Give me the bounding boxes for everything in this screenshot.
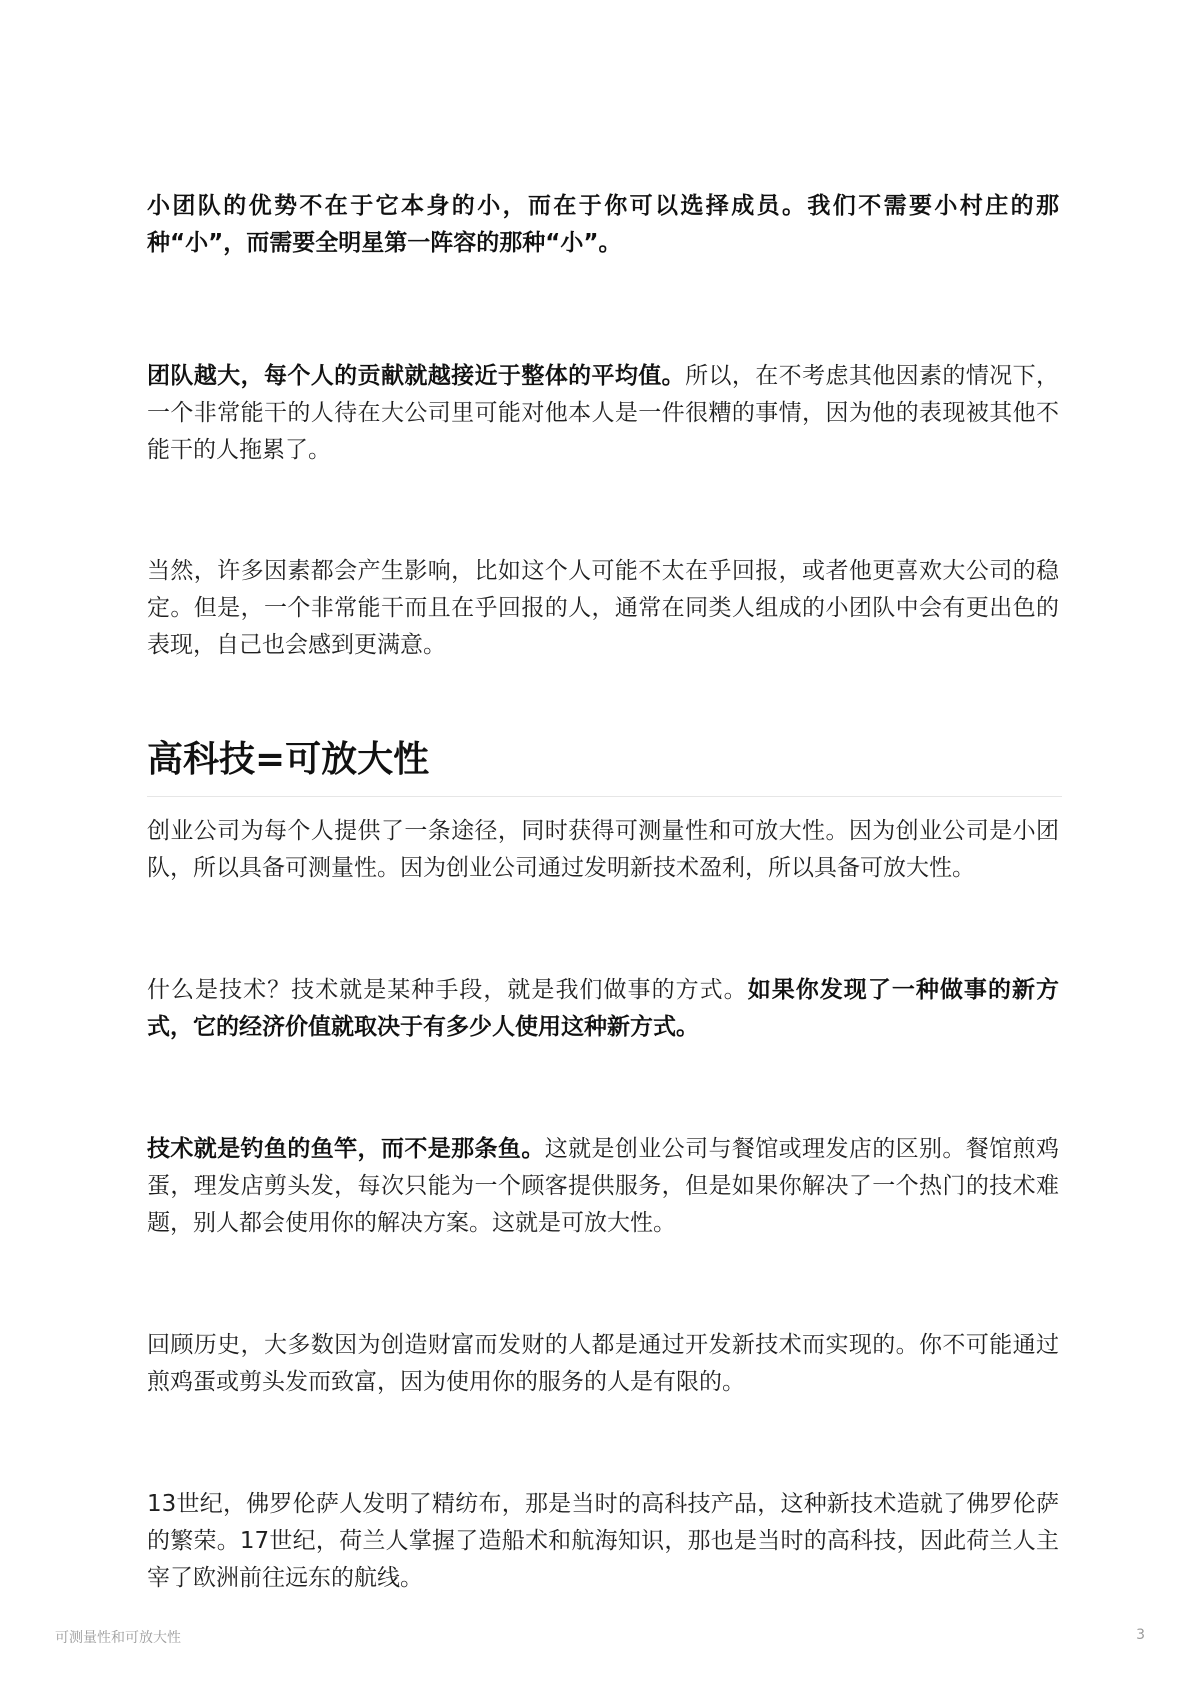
paragraph-history-wealth: 回顾历史，大多数因为创造财富而发财的人都是通过开发新技术而实现的。你不可能通过煎鸡蛋或剪头发而致富，因为使用你的服务的人是有限的。 [147, 1332, 1059, 1395]
body-text: 所以，在不考虑其他因素的情况下，一个非常能干的人待在大公司里可能对他本人是一件很糟的事情，因为他的表现被其他不能干的人拖累了。 [147, 363, 1060, 463]
paragraph-what-is-technology [147, 972, 1059, 1046]
document-body [147, 188, 1059, 1597]
body-text: 什么是技术？技术就是某种手段，就是我们做事的方式。 [147, 977, 748, 1003]
paragraph-florence-netherlands: 13世纪，佛罗伦萨人发明了精纺布，那是当时的高科技产品，这种新技术造就了佛罗伦萨的繁荣。17世纪，荷兰人掌握了造船术和航海知识，那也是当时的高科技，因此荷兰人主宰了欧洲前往远东的航线。 [147, 1491, 1059, 1591]
bold-text: 小团队的优势不在于它本身的小，而在于你可以选择成员。我们不需要小村庄的那种“小”，而需要全明星第一阵容的那种“小”。 [147, 193, 1059, 256]
paragraph-team-size-average [147, 358, 1059, 469]
section-heading: 高科技=可放大性 [147, 739, 430, 780]
body-text: 当然，许多因素都会产生影响，比如这个人可能不太在乎回报，或者他更喜欢大公司的稳定。但是，一个非常能干而且在乎回报的人，通常在同类人组成的小团队中会有更出色的表现，自己也会感到更满意。 [147, 558, 1059, 658]
body-text: 这就是创业公司与餐馆或理发店的区别。餐馆煎鸡蛋，理发店剪头发，每次只能为一个顾客提供服务，但是如果你解决了一个热门的技术难题，别人都会使用你的解决方案。这就是可放大性。 [147, 1136, 1060, 1236]
paragraph-fishing-rod [147, 1131, 1059, 1242]
bold-text: 如果你发现了一种做事的新方式，它的经济价值就取决于有多少人使用这种新方式。 [147, 977, 1060, 1040]
bold-text: 团队越大，每个人的贡献就越接近于整体的平均值。 [147, 363, 686, 389]
paragraph-other-factors [147, 553, 1059, 664]
footer-title: 可测量性和可放大性 [55, 1630, 181, 1646]
bold-text: 技术就是钓鱼的鱼竿，而不是那条鱼。 [147, 1136, 545, 1162]
page-number: 3 [1136, 1627, 1145, 1643]
paragraph-small-team-advantage [147, 188, 1059, 262]
section-divider [147, 796, 1062, 797]
paragraph-startup-path: 创业公司为每个人提供了一条途径，同时获得可测量性和可放大性。因为创业公司是小团队，所以具备可测量性。因为创业公司通过发明新技术盈利，所以具备可放大性。 [147, 818, 1059, 881]
